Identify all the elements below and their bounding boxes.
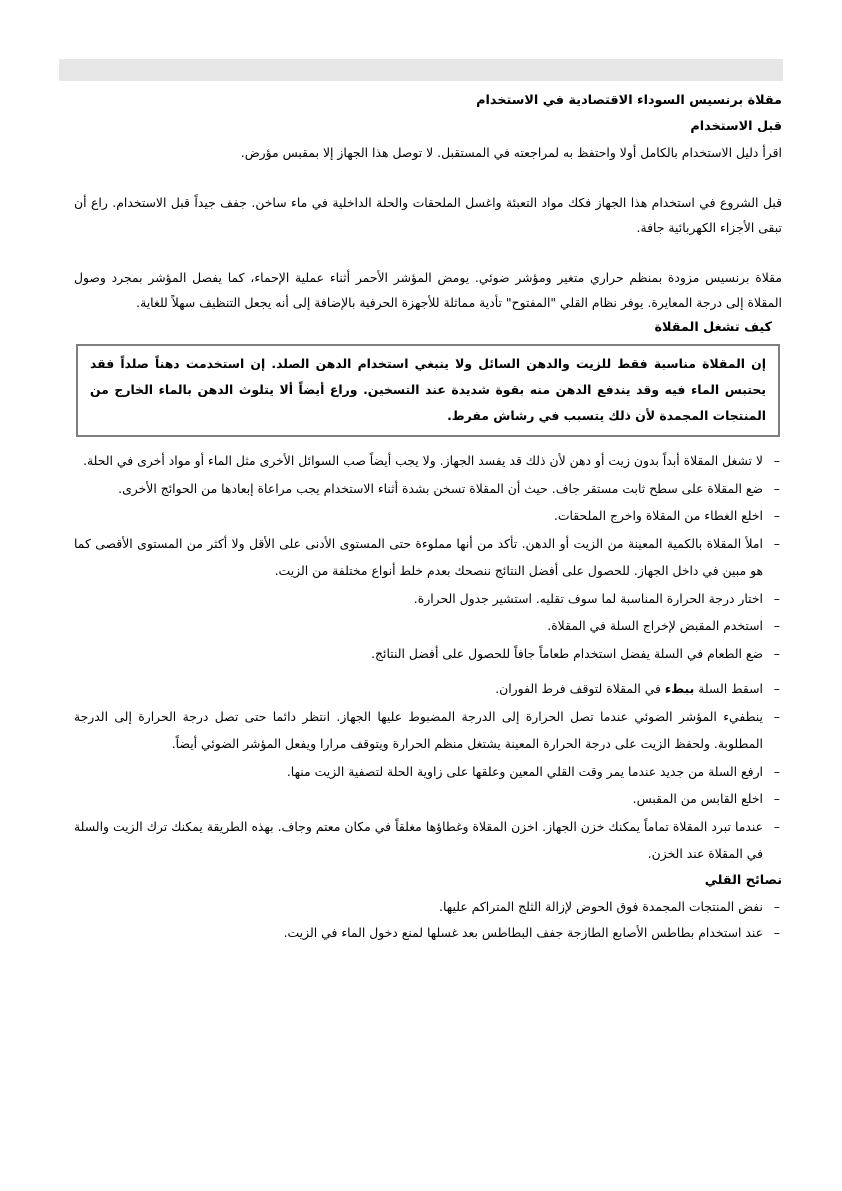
document-page bbox=[74, 88, 782, 946]
bullet-dash: – bbox=[773, 763, 780, 779]
operation-steps-list-1 bbox=[74, 447, 782, 667]
bullet-dash: – bbox=[773, 791, 780, 806]
list-item bbox=[74, 785, 782, 813]
bullet-dash: – bbox=[773, 645, 780, 661]
list-item bbox=[74, 530, 782, 585]
list-item-text: املأ المقلاة بالكمية المعينة من الزيت أو الدهن. تأكد من أنها مملوءة حتى المستوى الأدنى على الأقل ولا أكثر من المستوى الأقصى كما هو مبين في داخل الجهاز. للحصول على أفضل النتائج ننصحك بعدم خلط أنواع مختلفة من الزيت. bbox=[74, 535, 763, 578]
list-item-text: ارفع السلة من جديد عندما يمر وقت القلي المعين وعلقها على زاوية الحلة لتصفية الزيت منها. bbox=[286, 763, 763, 779]
list-item bbox=[74, 640, 782, 668]
frying-tips-heading: نصائح القلي bbox=[704, 872, 782, 888]
lower-basket-prefix: اسقط السلة bbox=[694, 681, 763, 696]
list-item bbox=[74, 813, 782, 868]
bullet-dash: – bbox=[773, 818, 780, 834]
header-band bbox=[59, 59, 783, 81]
spacer bbox=[74, 165, 782, 190]
document-title: مقلاة برنسيس السوداء الاقتصادية في الاستخدام bbox=[476, 93, 782, 108]
lower-basket-emphasis: ببطء bbox=[664, 681, 695, 696]
before-use-heading: قبل الاستخدام bbox=[690, 119, 782, 134]
list-item-text: اخلع الغطاء من المقلاة واخرج الملحقات. bbox=[553, 508, 763, 523]
list-item-text: اخلع القابس من المقبس. bbox=[632, 791, 763, 806]
list-item-text: لا تشغل المقلاة أبداً بدون زيت أو دهن لأن ذلك قد يفسد الجهاز. ولا يجب أيضاً صب السوائل الأخرى مثل الماء أو مواد أخرى في الحلة. bbox=[83, 453, 763, 468]
warning-box: إن المقلاة مناسبة فقط للزيت والدهن السائل ولا ينبغي استخدام الدهن الصلد. إن استخدمت دهناً صلداً فقد يحتبس الماء فيه وقد يندفع الدهن منه بقوة شديدة عند التسخين. وراع أيضاً ألا يتلوث الدهن بالماء الخارج من المنتجات المجمدة لأن ذلك يتسبب في رشاش مفرط. bbox=[76, 344, 780, 437]
bullet-dash: – bbox=[773, 480, 780, 496]
list-item-text: عند استخدام بطاطس الأصابع الطازجة جفف البطاطس بعد غسلها لمنع دخول الماء في الزيت. bbox=[283, 924, 763, 940]
before-use-paragraph-1: اقرأ دليل الاستخدام بالكامل أولا واحتفظ به لمراجعته في المستقبل. لا توصل هذا الجهاز إلا بمقبس مؤرض. bbox=[240, 145, 782, 160]
list-item-text: ضع المقلاة على سطح ثابت مستقر جاف. حيث أن المقلاة تسخن بشدة أثناء الاستخدام يجب مراعاة إبعادها من الحوائج الأخرى. bbox=[118, 480, 763, 496]
how-to-heading: كيف تشغل المقلاة bbox=[654, 320, 772, 335]
bullet-dash: – bbox=[773, 924, 780, 940]
frying-tips-list bbox=[74, 894, 782, 946]
list-item bbox=[74, 703, 782, 758]
list-item bbox=[74, 447, 782, 475]
bullet-dash: – bbox=[773, 590, 780, 606]
list-item-text: عندما تبرد المقلاة تماماً يمكنك خزن الجهاز. اخزن المقلاة وغطاؤها مغلقاً في مكان معتم وجاف. بهذه الطريقة يمكنك ترك الزيت والسلة في المقلاة عند الخزن. bbox=[74, 818, 763, 861]
list-item bbox=[74, 475, 782, 503]
before-use-paragraph-3: مقلاة برنسيس مزودة بمنظم حراري متغير ومؤشر ضوئي. يومض المؤشر الأحمر أثناء عملية الإحماء، كما يفصل المؤشر بمجرد وصول المقلاة إلى درجة المعايرة. يوفر نظام القلي "المفتوح" تأدية مماثلة للأجهزة الحرفية بالإضافة إلى أنه يجعل التنظيف سهلاً للغاية. bbox=[74, 270, 782, 310]
list-item-text: اختار درجة الحرارة المناسبة لما سوف تقليه. استشير جدول الحرارة. bbox=[413, 590, 763, 606]
list-item-text: نفض المنتجات المجمدة فوق الحوض لإزالة الثلج المتراكم عليها. bbox=[439, 898, 763, 914]
list-item bbox=[74, 585, 782, 613]
bullet-dash: – bbox=[773, 453, 780, 468]
bullet-dash: – bbox=[773, 708, 780, 724]
list-item bbox=[74, 758, 782, 786]
bullet-dash: – bbox=[773, 681, 780, 696]
bullet-dash: – bbox=[773, 508, 780, 523]
bullet-dash: – bbox=[773, 898, 780, 914]
list-item-text: ضع الطعام في السلة يفضل استخدام طعاماً جافاً للحصول على أفضل النتائج. bbox=[371, 645, 763, 661]
list-item bbox=[74, 675, 782, 703]
list-item-text: ينطفيء المؤشر الضوئي عندما تصل الحرارة إلى الدرجة المضبوط عليها الجهاز. انتظر دائما حتى تصل درجة الحرارة إلى الدرجة المطلوبة. ولحفظ الزيت على درجة الحرارة المعينة يشتغل منظم الحرارة ويتوقف مرارا ويفعل المؤشر الضوئي أيضاً. bbox=[74, 708, 763, 751]
before-use-paragraph-2: قبل الشروع في استخدام هذا الجهاز فكك مواد التعبئة واغسل الملحقات والحلة الداخلية في ماء ساخن. جفف جيداً قبل الاستخدام. راع أن تبقى الأجزاء الكهربائية جافة. bbox=[74, 195, 782, 235]
list-item bbox=[74, 612, 782, 640]
lower-basket-suffix: في المقلاة لتوقف فرط الفوران. bbox=[495, 681, 665, 696]
operation-steps-list-2 bbox=[74, 675, 782, 868]
bullet-dash: – bbox=[773, 535, 780, 551]
spacer bbox=[74, 240, 782, 265]
bullet-dash: – bbox=[773, 618, 780, 633]
spacer bbox=[74, 667, 782, 675]
list-item-text: استخدم المقبض لإخراج السلة في المقلاة. bbox=[547, 618, 763, 633]
list-item bbox=[74, 502, 782, 530]
list-item bbox=[74, 920, 782, 946]
list-item bbox=[74, 894, 782, 920]
